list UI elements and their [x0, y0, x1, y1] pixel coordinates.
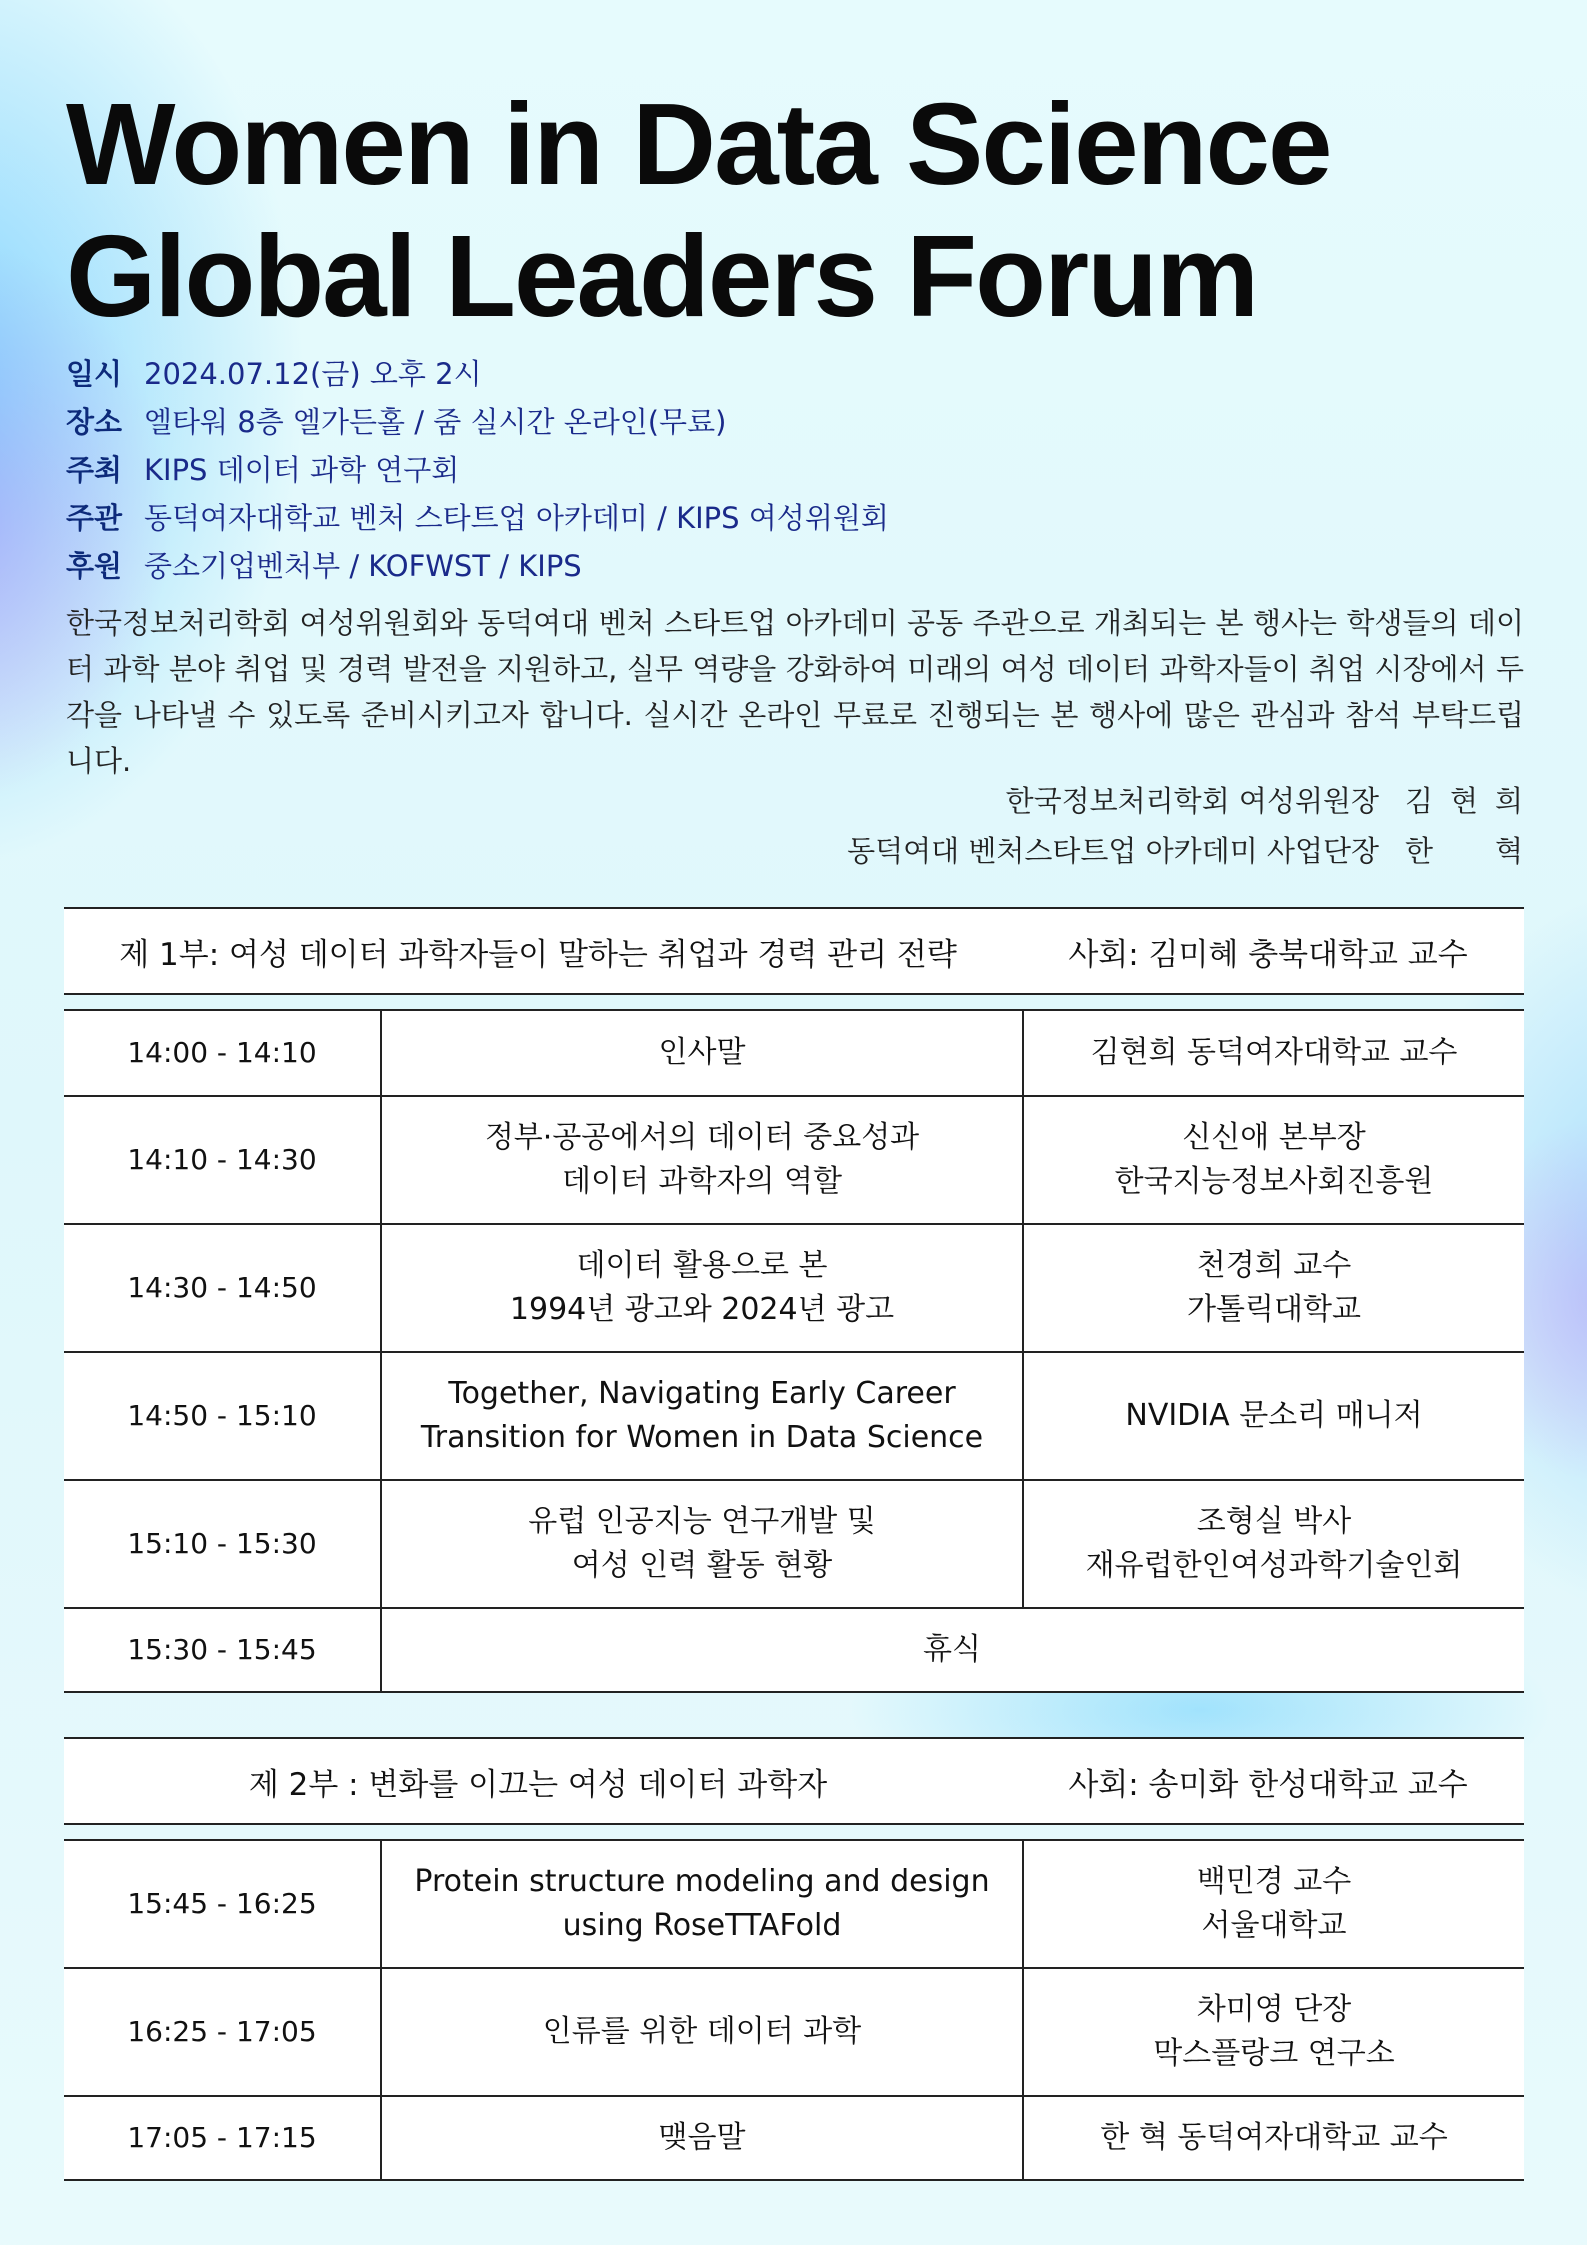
info-row-venue: [66, 398, 889, 446]
info-value: 2024.07.12(금) 오후 2시: [144, 357, 482, 391]
part1-header: [64, 907, 1524, 995]
session-speaker: 천경희 교수 가톨릭대학교: [1187, 1248, 1361, 1327]
part1-moderator: 사회: 김미혜 충북대학교 교수: [1068, 936, 1468, 973]
session-time: 14:00 - 14:10: [64, 1011, 382, 1095]
part2-section: [64, 1737, 1524, 2181]
session-time: 14:10 - 14:30: [64, 1097, 382, 1223]
info-row-host: [66, 446, 889, 494]
part1-schedule: [64, 1009, 1524, 1693]
forum-title: [66, 78, 1330, 342]
signatures: [847, 776, 1523, 876]
schedule-row: [64, 1011, 1524, 1097]
schedule-row: [64, 2097, 1524, 2179]
part2-title: 제 2부 : 변화를 이끄는 여성 데이터 과학자: [248, 1766, 828, 1803]
session-topic: 유럽 인공지능 연구개발 및 여성 인력 활동 현황: [382, 1481, 1024, 1607]
session-topic: 데이터 활용으로 본 1994년 광고와 2024년 광고: [382, 1225, 1024, 1351]
schedule-row: [64, 1225, 1524, 1353]
session-time: 14:50 - 15:10: [64, 1353, 382, 1479]
session-speaker: 조형실 박사 재유럽한인여성과학기술인회: [1085, 1504, 1463, 1583]
info-row-organizer: [66, 494, 889, 542]
session-speaker: 한 혁 동덕여자대학교 교수: [1100, 2120, 1448, 2155]
signature-row: [847, 826, 1523, 876]
info-value: KIPS 데이터 과학 연구회: [144, 453, 460, 487]
info-label: 장소: [66, 405, 123, 439]
info-row-sponsor: [66, 542, 889, 590]
session-speaker: 차미영 단장 막스플랑크 연구소: [1153, 1992, 1395, 2071]
session-time: 17:05 - 17:15: [64, 2097, 382, 2179]
part1-section: [64, 907, 1524, 1693]
session-topic: 인류를 위한 데이터 과학: [382, 1969, 1024, 2095]
info-label: 후원: [66, 549, 123, 583]
event-info: [66, 350, 889, 590]
session-speaker: NVIDIA 문소리 매니저: [1125, 1398, 1423, 1433]
session-time: 14:30 - 14:50: [64, 1225, 382, 1351]
info-value: 엘타워 8층 엘가든홀 / 줌 실시간 온라인(무료): [144, 405, 727, 439]
signature-title: 한국정보처리학회 여성위원장: [1005, 784, 1379, 818]
session-speaker: 신신애 본부장 한국지능정보사회진흥원: [1114, 1120, 1434, 1199]
session-time: 15:10 - 15:30: [64, 1481, 382, 1607]
session-speaker: 백민경 교수 서울대학교: [1196, 1864, 1352, 1943]
signature-title: 동덕여대 벤처스타트업 아카데미 사업단장: [847, 834, 1379, 868]
session-topic: 휴식: [923, 1632, 981, 1667]
signature-name: 김 현 희: [1405, 784, 1523, 818]
session-topic: Protein structure modeling and design using RoseTTAFold: [382, 1841, 1024, 1967]
part1-title: 제 1부: 여성 데이터 과학자들이 말하는 취업과 경력 관리 전략: [119, 936, 957, 973]
info-label: 주관: [66, 501, 123, 535]
session-topic: 맺음말: [382, 2097, 1024, 2179]
session-topic: 정부·공공에서의 데이터 중요성과 데이터 과학자의 역할: [382, 1097, 1024, 1223]
part2-moderator: 사회: 송미화 한성대학교 교수: [1068, 1766, 1468, 1803]
signature-row: [847, 776, 1523, 826]
info-value: 동덕여자대학교 벤처 스타트업 아카데미 / KIPS 여성위원회: [144, 501, 889, 535]
schedule-row: [64, 1353, 1524, 1481]
part2-header: [64, 1737, 1524, 1825]
info-label: 일시: [66, 357, 123, 391]
session-time: 15:45 - 16:25: [64, 1841, 382, 1967]
info-row-date: [66, 350, 889, 398]
session-time: 15:30 - 15:45: [64, 1609, 382, 1691]
forum-title-line2: Global Leaders Forum: [66, 211, 1258, 341]
session-speaker: 김현희 동덕여자대학교 교수: [1090, 1035, 1458, 1070]
schedule-row: [64, 1841, 1524, 1969]
part2-schedule: [64, 1839, 1524, 2181]
session-topic: 인사말: [382, 1011, 1024, 1095]
session-topic: Together, Navigating Early Career Transition for Women in Data Science: [382, 1353, 1024, 1479]
info-label: 주최: [66, 453, 123, 487]
info-value: 중소기업벤처부 / KOFWST / KIPS: [144, 549, 582, 583]
schedule-row: [64, 1097, 1524, 1225]
intro-paragraph: 한국정보처리학회 여성위원회와 동덕여대 벤처 스타트업 아카데미 공동 주관으로 개최되는 본 행사는 학생들의 데이터 과학 분야 취업 및 경력 발전을 지원하고, 실무 역량을 강화하여 미래의 여성 데이터 과학자들이 취업 시장에서 두각을 나타낼 수 있도록 준비시키고자 합니다. 실시간 온라인 무료로 진행되는 본 행사에 많은 관심과 참석 부탁드립니다.: [66, 606, 1524, 778]
schedule-row-break: [64, 1609, 1524, 1691]
schedule-row: [64, 1969, 1524, 2097]
signature-name: 한 혁: [1405, 834, 1523, 868]
schedule-row: [64, 1481, 1524, 1609]
session-time: 16:25 - 17:05: [64, 1969, 382, 2095]
forum-title-line1: Women in Data Science: [66, 79, 1331, 209]
